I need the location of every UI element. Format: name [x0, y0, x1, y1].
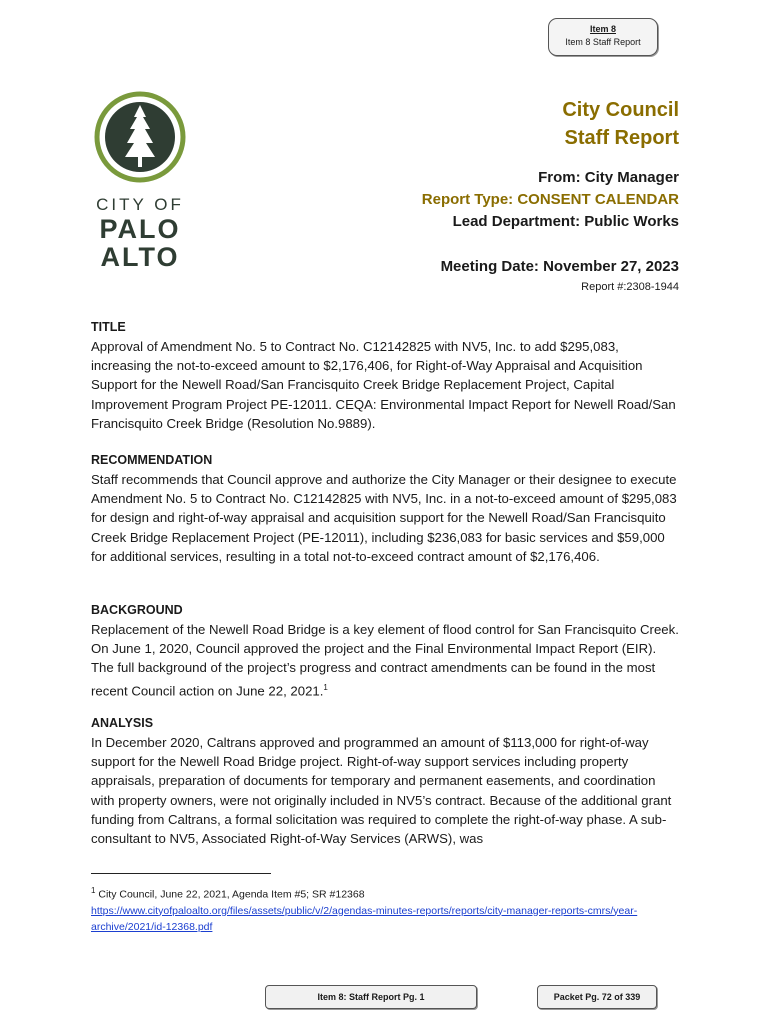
from-line: From: City Manager	[538, 169, 679, 186]
analysis-section	[91, 714, 681, 848]
footnote	[91, 883, 681, 935]
report-number: Report #:2308-1944	[581, 281, 679, 293]
logo-city-of: CITY OF	[96, 195, 184, 214]
recommendation-body: Staff recommends that Council approve and authorize the City Manager or their designee to execute Amendment No. 5 to Contract No. C12142825 with NV5, Inc. in a not-to-exceed amount of $295,083 for design and right-of-way appraisal and acquisition support for the Newell Road/San Francisquito Creek Bridge Replacement Project (PE-12011), including $236,083 for basic services and $59,000 for additional services, resulting in a total not-to-exceed contract amount of $2,176,406.	[91, 472, 677, 564]
footnote-mark: 1	[91, 886, 96, 895]
analysis-body: In December 2020, Caltrans approved and programmed an amount of $113,000 for right-of-way support for the Newell Road Bridge project. Right-of-way support services including property appraisals, preparation of documents for temporary and permanent easements, and coordination with property owners, were not originally included in NV5’s contract. Because of the additional grant funding from Caltrans, a formal solicitation was required to complete the right-of-way phase. A sub-consultant to NV5, Associated Right-of-Way Services (ARWS), was	[91, 735, 672, 847]
title-body: Approval of Amendment No. 5 to Contract No. C12142825 with NV5, Inc. to add $295,083, increasing the not-to-exceed amount to $2,176,406, for Right-of-Way Appraisal and Acquisition Support for the Newell Road/San Francisquito Creek Bridge Replacement Project, Capital Improvement Program Project PE-12011. CEQA: Environmental Impact Report for Newell Road/San Francisquito Creek Bridge (Resolution No.9889).	[91, 339, 676, 431]
section-heading-background: BACKGROUND	[91, 603, 183, 617]
background-section	[91, 601, 681, 700]
title-city-council: City Council	[562, 99, 679, 121]
section-heading-recommendation: RECOMMENDATION	[91, 453, 213, 467]
footnote-text: City Council, June 22, 2021, Agenda Item #5; SR #12368	[95, 888, 365, 901]
section-heading-analysis: ANALYSIS	[91, 716, 154, 730]
title-staff-report: Staff Report	[564, 127, 679, 149]
report-meta	[422, 167, 679, 233]
logo-palo: PALO	[99, 214, 181, 244]
item-badge-subtitle: Item 8 Staff Report	[565, 37, 641, 47]
packet-label: Packet Pg. 72 of 339	[537, 985, 657, 1009]
city-logo	[94, 91, 186, 271]
tree-emblem-icon	[94, 91, 186, 183]
title-section	[91, 318, 681, 433]
item-badge	[548, 18, 658, 56]
item-badge-title: Item 8	[589, 24, 616, 34]
footnote-divider	[91, 873, 271, 874]
logo-alto: ALTO	[100, 242, 180, 272]
background-paragraph	[91, 620, 681, 700]
background-body: Replacement of the Newell Road Bridge is a key element of flood control for San Francisquito Creek. On June 1, 2020, Council approved the project and the Final Environmental Impact Report (EIR). The full background of the project’s progress and contract amendments can be found in the most recent Council action on June 22, 2021.	[91, 622, 679, 698]
footnote-reference[interactable]: 1	[323, 682, 328, 692]
footnote-link[interactable]: https://www.cityofpaloalto.org/files/assets/public/v/2/agendas-minutes-reports/reports/city-manager-reports-cmrs/year-archive/2021/id-12368.pdf	[91, 904, 638, 933]
section-heading-title: TITLE	[91, 320, 126, 334]
lead-department-line: Lead Department: Public Works	[452, 213, 679, 230]
meeting-date: Meeting Date: November 27, 2023	[440, 258, 679, 275]
report-type-line: Report Type: CONSENT CALENDAR	[421, 191, 679, 208]
report-title	[562, 96, 679, 152]
recommendation-section	[91, 451, 681, 566]
page-label: Item 8: Staff Report Pg. 1	[265, 985, 477, 1009]
